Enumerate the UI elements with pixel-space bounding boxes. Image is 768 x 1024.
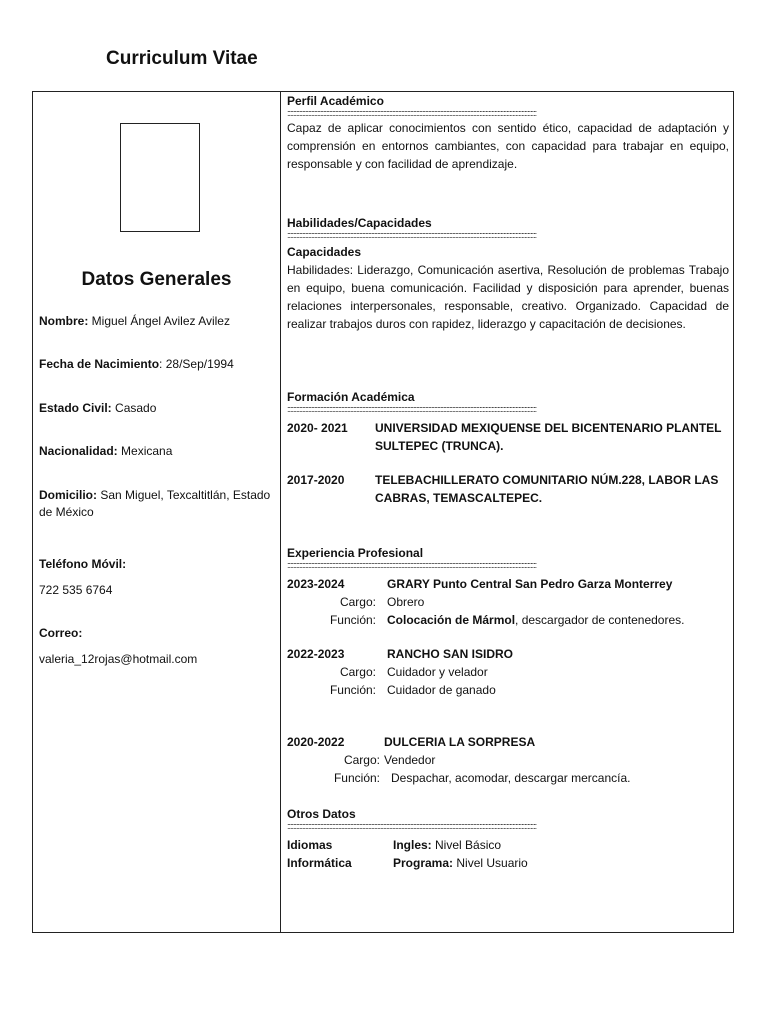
other-label: Programa:	[393, 856, 454, 870]
address-label: Domicilio:	[39, 488, 98, 502]
birth-label: Fecha de Nacimiento	[39, 357, 160, 371]
phone-label	[39, 556, 275, 573]
cargo-label: Cargo:	[339, 595, 376, 609]
email-value: valeria_12rojas@hotmail.com	[39, 652, 198, 666]
phone-value: 722 535 6764	[39, 583, 113, 597]
photo-placeholder	[120, 123, 200, 232]
experience-company: DULCERIA LA SORPRESA	[384, 735, 536, 749]
funcion-value	[387, 611, 684, 629]
phone-label-text: Teléfono Móvil:	[39, 557, 127, 571]
other-key: Informática	[287, 856, 352, 870]
civil-field	[39, 400, 275, 417]
funcion-value: Cuidador de ganado	[387, 683, 496, 697]
column-divider	[280, 92, 281, 932]
experience-section	[287, 545, 729, 787]
experience-cargo	[287, 663, 729, 681]
nationality-field	[39, 443, 275, 460]
experience-years: 2023-2024	[287, 577, 345, 591]
skills-text: Habilidades: Liderazgo, Comunicación asertiva, Resolución de problemas Trabajo en equipo, buena comunicación. Facilidad y disposición para aprender, buenas relaciones interpersonales, responsable, creativo. Organizado. Capacidad de realizar trabajos duros con rapidez, liderazgo y capacitación de decisiones.	[287, 263, 729, 331]
experience-cargo	[287, 751, 729, 769]
profile-text: Capaz de aplicar conocimientos con sentido ético, capacidad de adaptación y comprensión en entornos cambiantes, con capacidad para trabajar en equipo, responsable y con facilidad de aprendizaje.	[287, 121, 729, 171]
birth-value: : 28/Sep/1994	[159, 357, 234, 371]
other-section	[287, 806, 729, 872]
other-label: Ingles:	[393, 838, 432, 852]
address-value: San Miguel, Texcaltitlán, Estado de México	[39, 488, 271, 519]
general-heading: Datos Generales	[81, 269, 232, 290]
other-value	[393, 854, 528, 872]
experience-years: 2020-2022	[287, 735, 345, 749]
education-name: UNIVERSIDAD MEXIQUENSE DEL BICENTENARIO PLANTEL SULTEPEC (TRUNCA).	[375, 421, 722, 453]
name-field	[39, 313, 275, 330]
skills-title: Habilidades/Capacidades	[287, 216, 432, 230]
document-title: Curriculum Vitae	[106, 48, 258, 69]
other-key: Idiomas	[287, 838, 333, 852]
experience-header	[287, 575, 729, 593]
name-value: Miguel Ángel Avilez Avilez	[88, 314, 230, 328]
cargo-label: Cargo:	[339, 665, 376, 679]
education-item	[287, 419, 729, 455]
funcion-label: Función:	[329, 683, 376, 697]
education-name: TELEBACHILLERATO COMUNITARIO NÚM.228, LABOR LAS CABRAS, TEMASCALTEPEC.	[375, 473, 719, 505]
experience-title: Experiencia Profesional	[287, 546, 424, 560]
profile-title: Perfil Académico	[287, 94, 384, 108]
education-item	[287, 471, 729, 507]
birth-field	[39, 356, 275, 373]
funcion-value: Despachar, acomodar, descargar mercancía.	[391, 771, 631, 785]
nationality-value: Mexicana	[117, 444, 173, 458]
other-value	[393, 836, 501, 854]
funcion-label: Función:	[329, 613, 376, 627]
experience-company: GRARY Punto Central San Pedro Garza Monterrey	[387, 577, 673, 591]
other-dots: ::::::::::::::::::::::::::::::::::::::::::::::::::::::::::::::::::::::::::::::::::::::::::::::::::::::::::::::::::::::::::::::::::::::::::::::::::::::::::::::::::::::	[287, 822, 537, 831]
nationality-label: Nacionalidad:	[39, 444, 118, 458]
funcion-bold: Colocación de Mármol	[387, 613, 516, 627]
skills-section	[287, 215, 729, 333]
other-title: Otros Datos	[287, 807, 356, 821]
other-text: Nivel Básico	[431, 838, 502, 852]
funcion-text: , descargador de contenedores.	[515, 613, 685, 627]
cargo-label: Cargo:	[343, 753, 380, 767]
name-label: Nombre:	[39, 314, 89, 328]
profile-dots: ::::::::::::::::::::::::::::::::::::::::::::::::::::::::::::::::::::::::::::::::::::::::::::::::::::::::::::::::::::::::::::::::::::::::::::::::::::::::::::::::::::::	[287, 109, 537, 118]
funcion-label: Función:	[333, 771, 380, 785]
profile-section	[287, 93, 729, 173]
education-section	[287, 389, 729, 507]
education-dots: ::::::::::::::::::::::::::::::::::::::::::::::::::::::::::::::::::::::::::::::::::::::::::::::::::::::::::::::::::::::::::::::::::::::::::::::::::::::::::::::::::::::	[287, 405, 537, 414]
experience-years: 2022-2023	[287, 647, 345, 661]
civil-value: Casado	[111, 401, 157, 415]
experience-dots: ::::::::::::::::::::::::::::::::::::::::::::::::::::::::::::::::::::::::::::::::::::::::::::::::::::::::::::::::::::::::::::::::::::::::::::::::::::::::::::::::::::::	[287, 561, 537, 570]
skills-subtitle: Capacidades	[287, 245, 362, 259]
experience-header	[287, 645, 729, 663]
cv-frame	[32, 91, 734, 933]
experience-cargo	[287, 593, 729, 611]
address-field	[39, 487, 275, 521]
education-title: Formación Académica	[287, 390, 415, 404]
education-years: 2020- 2021	[287, 421, 348, 435]
experience-header	[287, 733, 729, 751]
other-text: Nivel Usuario	[453, 856, 528, 870]
cargo-value: Obrero	[387, 595, 425, 609]
experience-company: RANCHO SAN ISIDRO	[387, 647, 514, 661]
email-label-text: Correo:	[39, 626, 83, 640]
other-row	[287, 854, 729, 872]
experience-funcion	[287, 769, 729, 787]
cargo-value: Vendedor	[384, 753, 436, 767]
education-years: 2017-2020	[287, 473, 345, 487]
experience-funcion	[287, 611, 729, 629]
skills-dots: ::::::::::::::::::::::::::::::::::::::::::::::::::::::::::::::::::::::::::::::::::::::::::::::::::::::::::::::::::::::::::::::::::::::::::::::::::::::::::::::::::::::	[287, 231, 537, 240]
email-label	[39, 625, 275, 642]
civil-label: Estado Civil:	[39, 401, 112, 415]
other-row	[287, 836, 729, 854]
cargo-value: Cuidador y velador	[387, 665, 488, 679]
experience-funcion	[287, 681, 729, 699]
